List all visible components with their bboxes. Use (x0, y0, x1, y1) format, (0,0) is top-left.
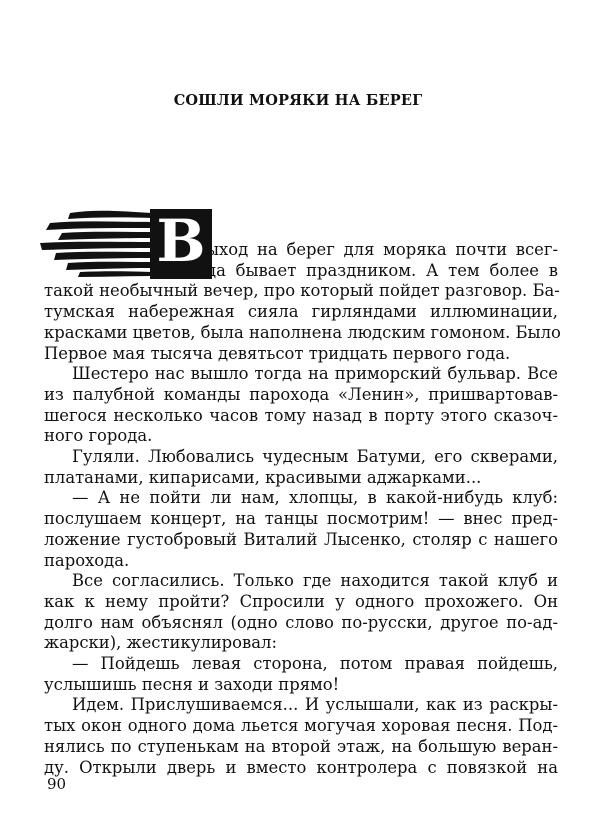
chapter-title: СОШЛИ МОРЯКИ НА БЕРЕГ (173, 92, 423, 109)
text-line: красками цветов, была наполнена людским гомоном. Было (44, 322, 561, 342)
text-line: Гуляли. Любовались чудесным Батуми, его скверами, (72, 447, 558, 467)
text-line: шегося несколько часов тому назад в порту этого сказоч- (44, 405, 558, 425)
text-line: ложение густобровый Виталий Лысенко, столяр с нашего (44, 529, 558, 549)
text-line: как к нему пройти? Спросили у одного прохожего. Он (44, 591, 558, 611)
text-line: Все согласились. Только где находится такой клуб и (72, 571, 558, 591)
text-line: ного города. (44, 426, 153, 446)
text-line: Шестеро нас вышло тогда на приморский бульвар. Все (72, 364, 558, 384)
text-line: Первое мая тысяча девятьсот тридцать первого года. (44, 343, 511, 363)
text-line: ду. Открыли дверь и вместо контролера с повязкой на (44, 757, 558, 777)
text-line: нялись по ступенькам на второй этаж, на большую веран- (44, 736, 558, 756)
text-line: Идем. Прислушиваемся... И услышали, как из раскры- (72, 695, 558, 715)
text-line: тых окон одного дома льется могучая хоровая песня. Под- (44, 716, 558, 736)
drop-cap-letter: В (156, 207, 206, 275)
text-line: да бывает праздником. А тем более в (206, 260, 558, 280)
text-line: из палубной команды парохода «Ленин», пришвартовав- (44, 384, 558, 404)
text-line: тумская набережная сияла гирляндами иллюминации, (44, 302, 558, 322)
page-number: 90 (47, 775, 67, 793)
text-line: такой необычный вечер, про который пойдет разговор. Ба- (44, 281, 560, 301)
text-line: долго нам объяснял (одно слово по-русски, другое по-ад- (44, 612, 558, 632)
body-text (44, 240, 561, 778)
text-line: — Пойдешь левая сторона, потом правая пойдешь, (72, 654, 558, 674)
text-line: парохода. (44, 550, 130, 570)
text-line: послушаем концерт, на танцы посмотрим! — внес пред- (44, 509, 558, 529)
text-line: жарски), жестикулировал: (44, 633, 277, 653)
text-line: ыход на берег для моряка почти всег- (206, 240, 558, 259)
text-line: услышишь песня и заходи прямо! (44, 674, 340, 694)
text-line: — А не пойти ли нам, хлопцы, в какой-нибудь клуб: (72, 488, 558, 508)
text-line: платанами, кипарисами, красивыми аджарками... (44, 467, 482, 487)
